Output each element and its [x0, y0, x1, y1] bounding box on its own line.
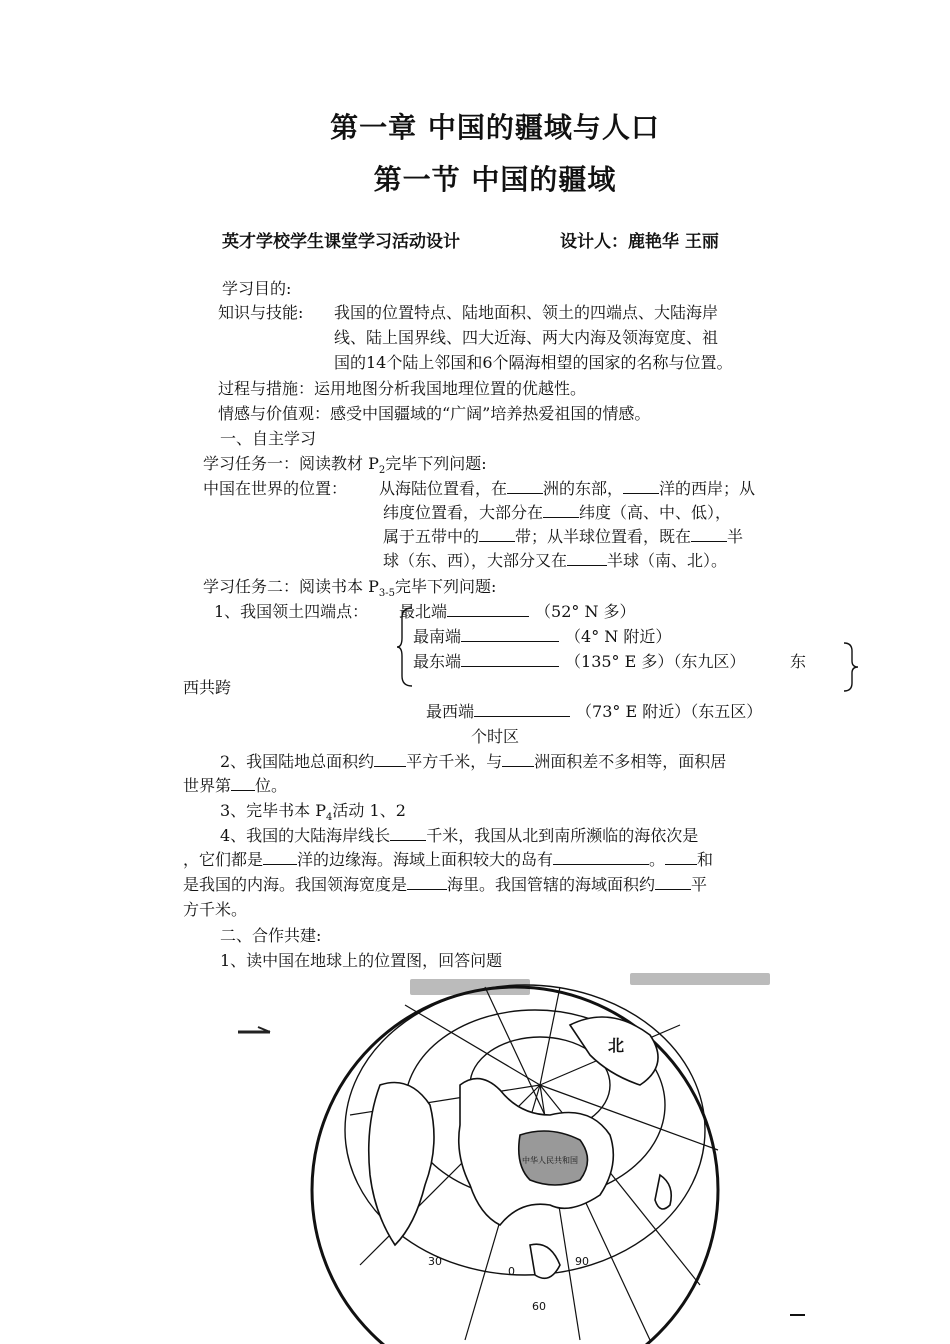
fill-blank[interactable]: [461, 650, 559, 667]
task1-page: 2: [378, 465, 386, 477]
text: 从海陆位置看，在: [379, 479, 508, 498]
extreme-name: 最南端: [413, 627, 462, 646]
chapter-title: 第一章 中国的疆域与人口: [330, 111, 660, 144]
extreme-note: （4° N 附近）: [565, 627, 672, 646]
fill-blank[interactable]: [543, 501, 579, 518]
text: 半球（南、北）。: [607, 551, 728, 570]
fill-blank[interactable]: [231, 774, 255, 791]
knowledge-line: 国的14个陆上邻国和6个隔海相望的国家的名称与位置。: [334, 353, 733, 372]
text: 平方千米，与: [406, 752, 503, 771]
text: 位。: [255, 776, 288, 795]
fill-blank[interactable]: [479, 525, 515, 542]
process-objective: 过程与措施：运用地图分析我国地理位置的优越性。: [218, 379, 587, 398]
task1-post: 完毕下列问题:: [385, 454, 487, 473]
text: 纬度（高、中、低），: [579, 503, 732, 522]
fill-blank[interactable]: [655, 873, 691, 890]
fill-blank[interactable]: [502, 750, 534, 767]
extreme-east: [413, 649, 745, 674]
position-line-1: [379, 476, 755, 501]
scan-mark: [238, 1027, 270, 1032]
part1-heading: 一、自主学习: [220, 429, 317, 448]
designer-credit: 设计人：鹿艳华 王丽: [560, 232, 719, 252]
task2-post: 完毕下列问题:: [394, 577, 497, 596]
text: 4、我国的大陆海岸线长: [220, 826, 391, 845]
fill-blank[interactable]: [263, 848, 297, 865]
fill-blank[interactable]: [691, 525, 727, 542]
text: 是我国的内海。我国领海宽度是: [183, 875, 408, 894]
text: 2、我国陆地总面积约: [220, 752, 375, 771]
school-header: 英才学校学生课堂学习活动设计: [222, 232, 460, 252]
q4-line-1: [220, 823, 698, 848]
q3-pre: 3、完毕书本 P: [220, 801, 327, 820]
fill-blank[interactable]: [447, 600, 529, 617]
map-label-north: 北: [608, 1036, 625, 1055]
task1-pre: 学习任务一：阅读教材 P: [203, 454, 379, 473]
right-brace: [842, 641, 860, 693]
fill-blank[interactable]: [553, 848, 649, 865]
extreme-name: 最北端: [399, 602, 448, 621]
extreme-note: （73° E 附近）（东五区）: [576, 702, 763, 721]
knowledge-line: 我国的位置特点、陆地面积、领土的四端点、大陆海岸: [334, 303, 719, 322]
map-label-prc: 中华人民共和国: [522, 1156, 578, 1165]
text: 。: [649, 850, 666, 869]
fill-blank[interactable]: [665, 848, 697, 865]
fill-blank[interactable]: [374, 750, 406, 767]
part2-q1: 1、读中国在地球上的位置图，回答问题: [220, 951, 503, 970]
text: 和: [697, 850, 714, 869]
section-title: 第一节 中国的疆域: [373, 163, 617, 196]
knowledge-line: 线、陆上国界线、四大近海、两大内海及领海宽度、祖: [334, 328, 719, 347]
q4-line-4: 方千米。: [183, 900, 248, 919]
fill-blank[interactable]: [461, 625, 559, 642]
text: 球（东、西），大部分又在: [383, 551, 568, 570]
text: 洋的边缘海。海域上面积较大的岛有: [297, 850, 554, 869]
zones-text: 个时区: [471, 727, 520, 746]
map-label-lat0: 0: [508, 1265, 515, 1278]
q1-label: 1、我国领土四端点：: [214, 602, 369, 621]
knowledge-label: 知识与技能:: [218, 303, 304, 322]
text: 洲的东部，: [543, 479, 624, 498]
text: 平: [691, 875, 708, 894]
fill-blank[interactable]: [623, 477, 659, 494]
q4-line-2: [183, 847, 713, 872]
emotion-objective: 情感与价值观：感受中国疆域的“广阔”培养热爱祖国的情感。: [218, 404, 651, 423]
position-line-3: [383, 524, 743, 549]
text: 纬度位置看，大部分在: [383, 503, 544, 522]
text: 世界第: [183, 776, 232, 795]
task2-pages: 3-5: [378, 588, 395, 600]
text: 洋的西岸；从: [659, 479, 756, 498]
text: 属于五带中的: [383, 527, 480, 546]
extreme-south: [413, 624, 671, 649]
fill-blank[interactable]: [567, 549, 607, 566]
q3-post: 活动 1、2: [332, 801, 406, 820]
text: 千米，我国从北到南所濒临的海依次是: [426, 826, 699, 845]
extreme-west: [426, 699, 762, 724]
east-word: 东: [790, 652, 807, 671]
q2-line-2: [183, 773, 287, 798]
faded-header-marks: [410, 973, 770, 995]
extreme-name: 最东端: [413, 652, 462, 671]
fill-blank[interactable]: [390, 824, 426, 841]
map-label-lat30: 30: [428, 1255, 442, 1268]
fill-blank[interactable]: [507, 477, 543, 494]
position-line-2: [383, 500, 731, 525]
q2-line: [220, 749, 726, 774]
extreme-note: （135° E 多）（东九区）: [565, 652, 746, 671]
text: ，它们都是: [183, 850, 264, 869]
extreme-name: 最西端: [426, 702, 475, 721]
text: 带；从半球位置看，既在: [515, 527, 692, 546]
task2-pre: 学习任务二：阅读书本 P: [203, 577, 379, 596]
text: 洲面积差不多相等，面积居: [534, 752, 727, 771]
fill-blank[interactable]: [407, 873, 447, 890]
text: 半: [727, 527, 744, 546]
part2-heading: 二、合作共建:: [220, 926, 322, 945]
extreme-north: [399, 599, 636, 624]
q3-page: 4: [326, 812, 333, 824]
extreme-note: （52° N 多）: [535, 602, 636, 621]
map-label-lon90: 90: [575, 1255, 589, 1268]
fill-blank[interactable]: [474, 700, 570, 717]
position-line-4: [383, 548, 727, 573]
objectives-heading: 学习目的:: [222, 279, 292, 298]
q4-line-3: [183, 872, 707, 897]
globe-map: [230, 965, 820, 1344]
span-text: 西共跨: [183, 678, 232, 697]
position-label: 中国在世界的位置：: [203, 479, 348, 498]
map-label-lat60: 60: [532, 1300, 546, 1313]
text: 海里。我国管辖的海域面积约: [447, 875, 656, 894]
